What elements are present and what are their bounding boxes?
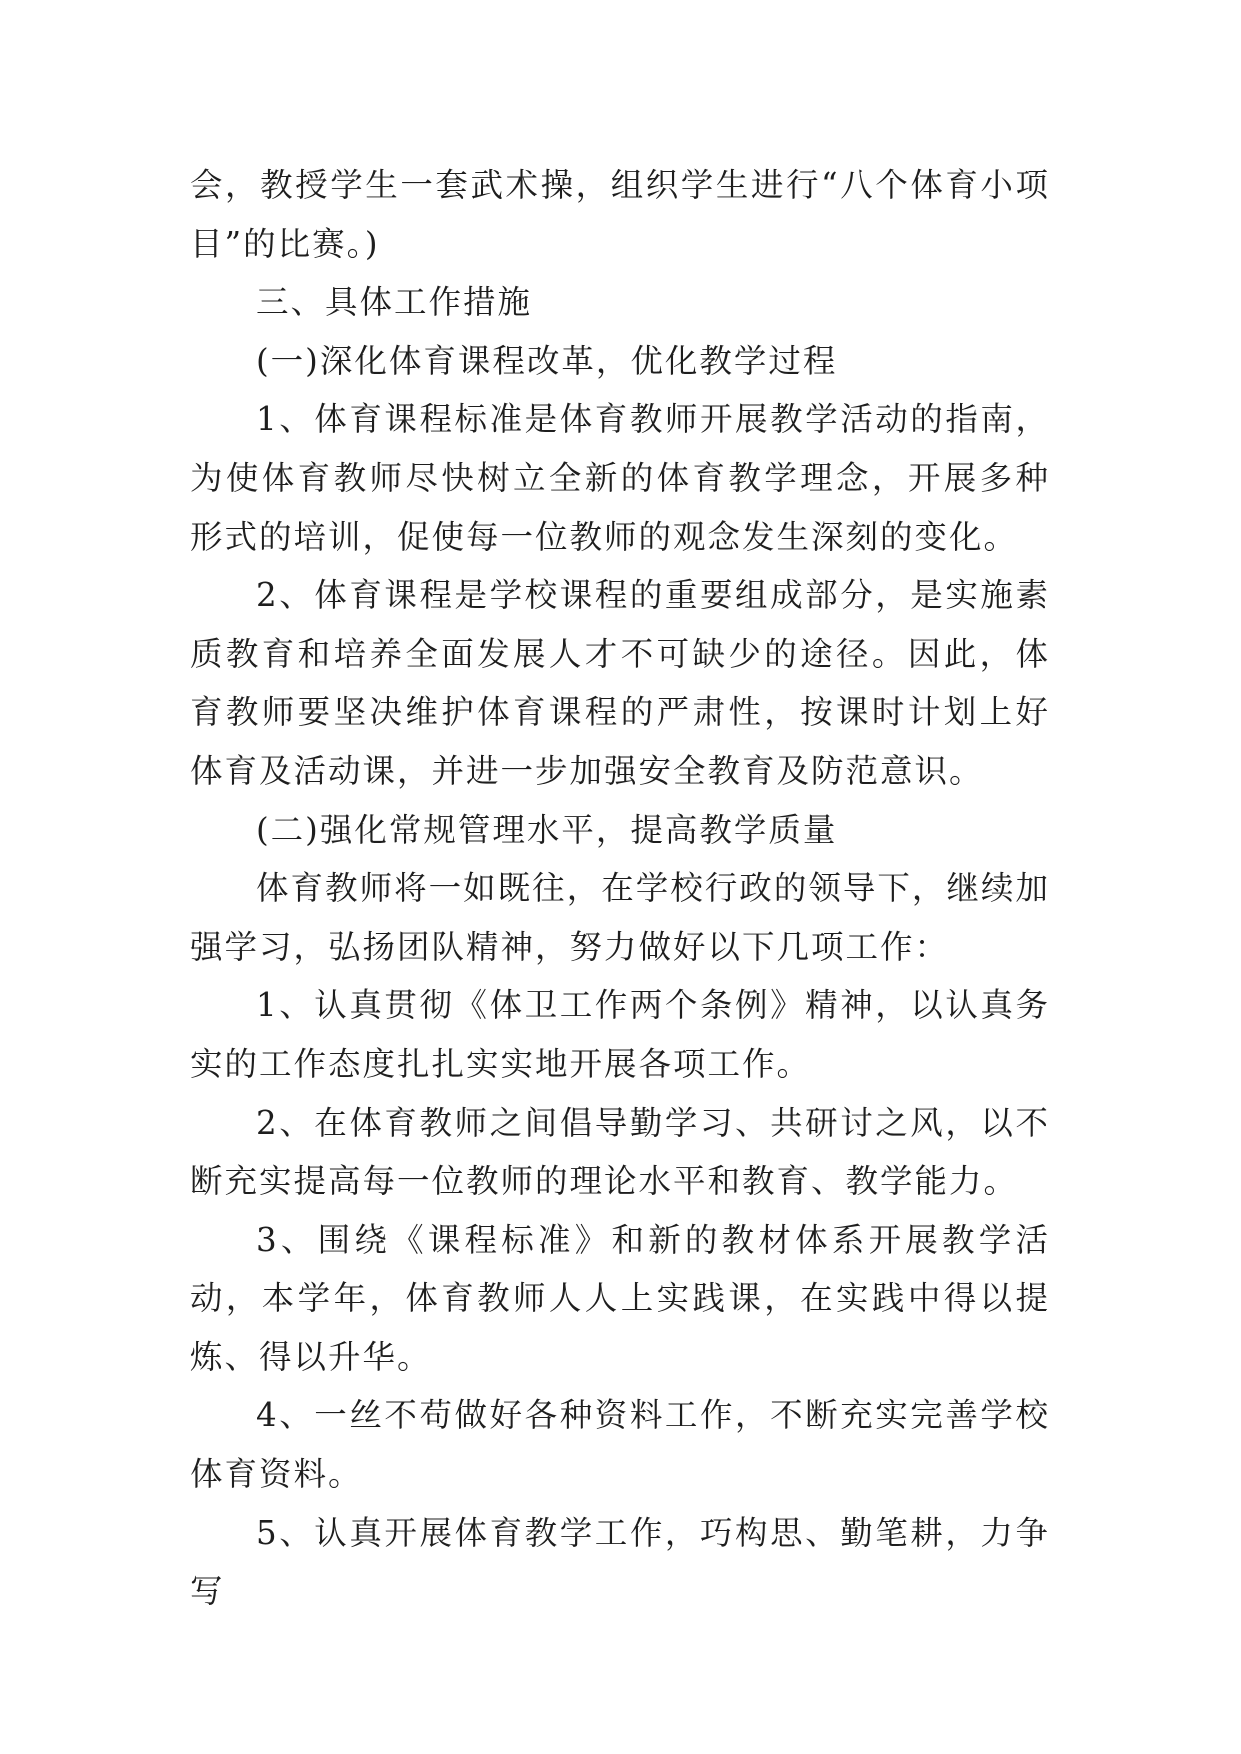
paragraph-item-2b: 2、在体育教师之间倡导勤学习、共研讨之风，以不断充实提高每一位教师的理论水平和教育、教学能力。: [190, 1103, 1050, 1201]
paragraph-item-4b: 4、一丝不苟做好各种资料工作，不断充实完善学校体育资料。: [190, 1396, 1050, 1494]
document-body: [190, 156, 1050, 1621]
subsection-heading-1: (一)深化体育课程改革，优化教学过程: [256, 341, 838, 380]
paragraph-intro: 体育教师将一如既往，在学校行政的领导下，继续加强学习，弘扬团队精神，努力做好以下几项工作：: [190, 869, 1050, 966]
paragraph-item-2: 2、体育课程是学校课程的重要组成部分，是实施素质教育和培养全面发展人才不可缺少的途径。因此，体育教师要坚决维护体育课程的严肃性，按课时计划上好体育及活动课，并进一步加强安全教育及防范意识。: [190, 576, 1050, 790]
paragraph-item-5b: 5、认真开展体育教学工作，巧构思、勤笔耕，力争写: [190, 1513, 1050, 1611]
paragraph-item-1b: 1、认真贯彻《体卫工作两个条例》精神，以认真务实的工作态度扎扎实实地开展各项工作。: [190, 986, 1050, 1083]
paragraph-item-1: 1、体育课程标准是体育教师开展教学活动的指南，为使体育教师尽快树立全新的体育教学理念，开展多种形式的培训，促使每一位教师的观念发生深刻的变化。: [190, 400, 1050, 556]
paragraph-item-3b: 3、围绕《课程标准》和新的教材体系开展教学活动，本学年，体育教师人人上实践课，在实践中得以提炼、得以升华。: [190, 1220, 1050, 1376]
paragraph-1: 会，教授学生一套武术操，组织学生进行“八个体育小项目”的比赛。): [190, 166, 1050, 263]
subsection-heading-2: (二)强化常规管理水平，提高教学质量: [256, 810, 838, 849]
section-heading-3: 三、具体工作措施: [256, 283, 533, 322]
